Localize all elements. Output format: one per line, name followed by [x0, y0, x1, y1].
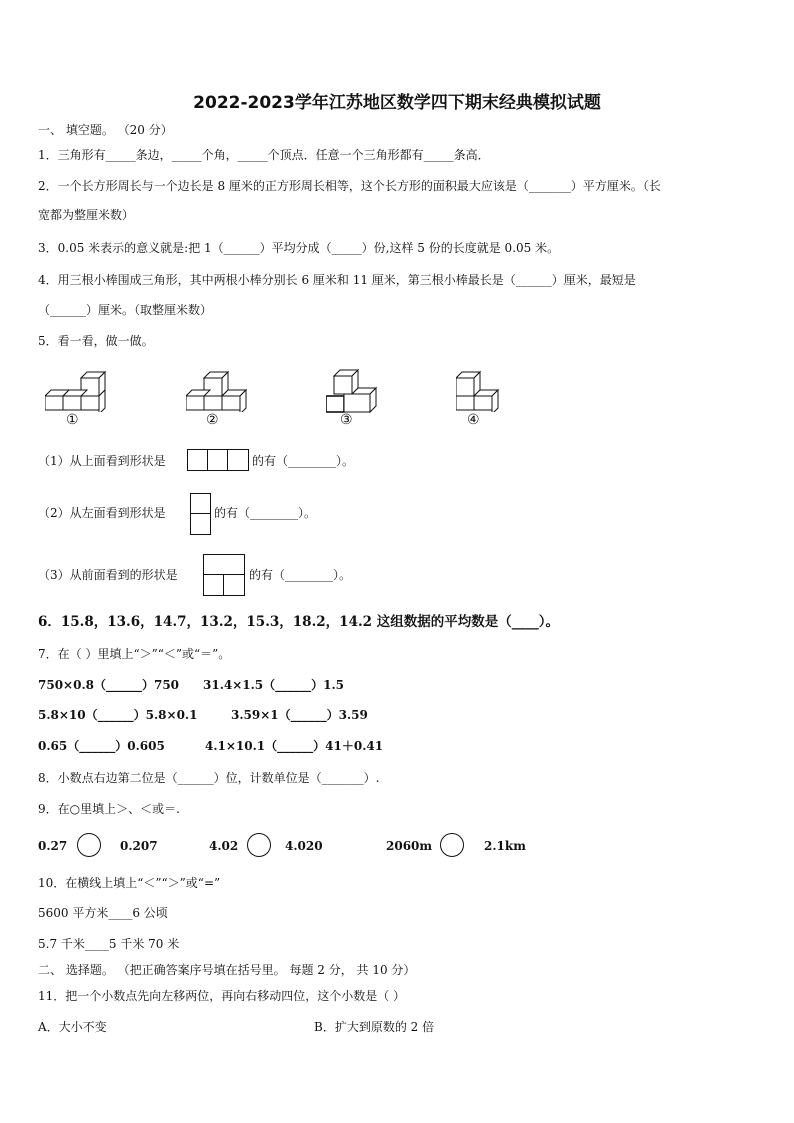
- question-2-line-1: 2．一个长方形周长与一个边长是 8 厘米的正方形周长相等，这个长方形的面积最大应该是（_______）平方厘米。（长: [38, 179, 661, 193]
- q9-value-4: 4.020: [285, 839, 323, 853]
- question-11-option-b: B．扩大到原数的 2 倍: [314, 1020, 435, 1034]
- cube-figure-2: [186, 368, 248, 412]
- question-3: 3．0.05 米表示的意义就是:把 1（______）平均分成（_____）份,这样 5 份的长度就是 0.05 米。: [38, 241, 560, 255]
- question-5-3-suffix: 的有（________）。: [249, 568, 352, 582]
- question-11-option-a: A．大小不变: [38, 1020, 107, 1034]
- shape-three-squares-l: [203, 554, 245, 596]
- q9-value-2: 0.207: [120, 839, 158, 853]
- question-7-row-2-b: 3.59×1（______）3.59: [231, 708, 368, 722]
- question-10: 10．在横线上填上“＜”“＞”或“=”: [38, 876, 221, 890]
- question-9: 9．在○里填上＞、＜或＝.: [38, 802, 180, 816]
- question-5-1-prefix: （1）从上面看到形状是: [38, 454, 166, 468]
- answer-circle-2[interactable]: [247, 833, 271, 857]
- question-7-row-2-a: 5.8×10（______）5.8×0.1: [38, 708, 198, 722]
- question-5-2-prefix: （2）从左面看到形状是: [38, 506, 166, 520]
- cube-figure-1: [45, 368, 107, 412]
- question-7: 7．在（ ）里填上“＞”“＜”或“＝”。: [38, 647, 231, 661]
- question-1: 1．三角形有_____条边，_____个角，_____个顶点．任意一个三角形都有_____条高．: [38, 148, 490, 162]
- question-10-2: 5.7 千米____5 千米 70 米: [38, 937, 180, 951]
- cube-figure-3: [326, 368, 378, 416]
- cube-figure-4: [456, 368, 502, 412]
- question-5-3-prefix: （3）从前面看到的形状是: [38, 568, 178, 582]
- q9-value-6: 2.1km: [484, 839, 526, 853]
- question-8: 8．小数点右边第二位是（______）位，计数单位是（_______）.: [38, 771, 380, 785]
- section-2-heading: 二、 选择题。 （把正确答案序号填在括号里。 每题 2 分， 共 10 分）: [38, 963, 416, 977]
- shape-three-squares: [187, 449, 249, 471]
- question-5: 5．看一看，做一做。: [38, 334, 154, 348]
- question-7-row-1-b: 31.4×1.5（______）1.5: [203, 678, 345, 692]
- question-6: 6．15.8，13.6，14.7，13.2，15.3，18.2，14.2 这组数据的平均数是（____）。: [38, 614, 560, 630]
- page-title: 2022-2023学年江苏地区数学四下期末经典模拟试题: [193, 93, 601, 113]
- question-4-line-1: 4．用三根小棒围成三角形，其中两根小棒分别长 6 厘米和 11 厘米，第三根小棒最长是（______）厘米，最短是: [38, 273, 636, 287]
- question-7-row-3-a: 0.65（______）0.605: [38, 739, 165, 753]
- question-11: 11．把一个小数点先向左移两位，再向右移动四位，这个小数是（ ）: [38, 989, 406, 1003]
- figure-label-1: ①: [66, 412, 79, 428]
- question-7-row-3-b: 4.1×10.1（______）41＋0.41: [205, 739, 384, 753]
- answer-circle-1[interactable]: [77, 833, 101, 857]
- figure-label-4: ④: [467, 412, 480, 428]
- question-7-row-1-a: 750×0.8（______）750: [38, 678, 180, 692]
- question-2-line-2: 宽都为整厘米数）: [38, 208, 135, 222]
- q9-value-3: 4.02: [209, 839, 239, 853]
- shape-two-stacked-squares: [190, 493, 211, 535]
- section-1-heading: 一、 填空题。 （20 分）: [38, 123, 173, 137]
- question-4-line-2: （______）厘米。（取整厘米数）: [38, 303, 213, 317]
- answer-circle-3[interactable]: [440, 833, 464, 857]
- question-5-1-suffix: 的有（________）。: [252, 454, 355, 468]
- figure-label-3: ③: [340, 412, 353, 428]
- figure-label-2: ②: [206, 412, 219, 428]
- question-10-1: 5600 平方米____6 公顷: [38, 906, 168, 920]
- question-5-2-suffix: 的有（________）。: [214, 506, 317, 520]
- q9-value-1: 0.27: [38, 839, 68, 853]
- q9-value-5: 2060m: [386, 839, 433, 853]
